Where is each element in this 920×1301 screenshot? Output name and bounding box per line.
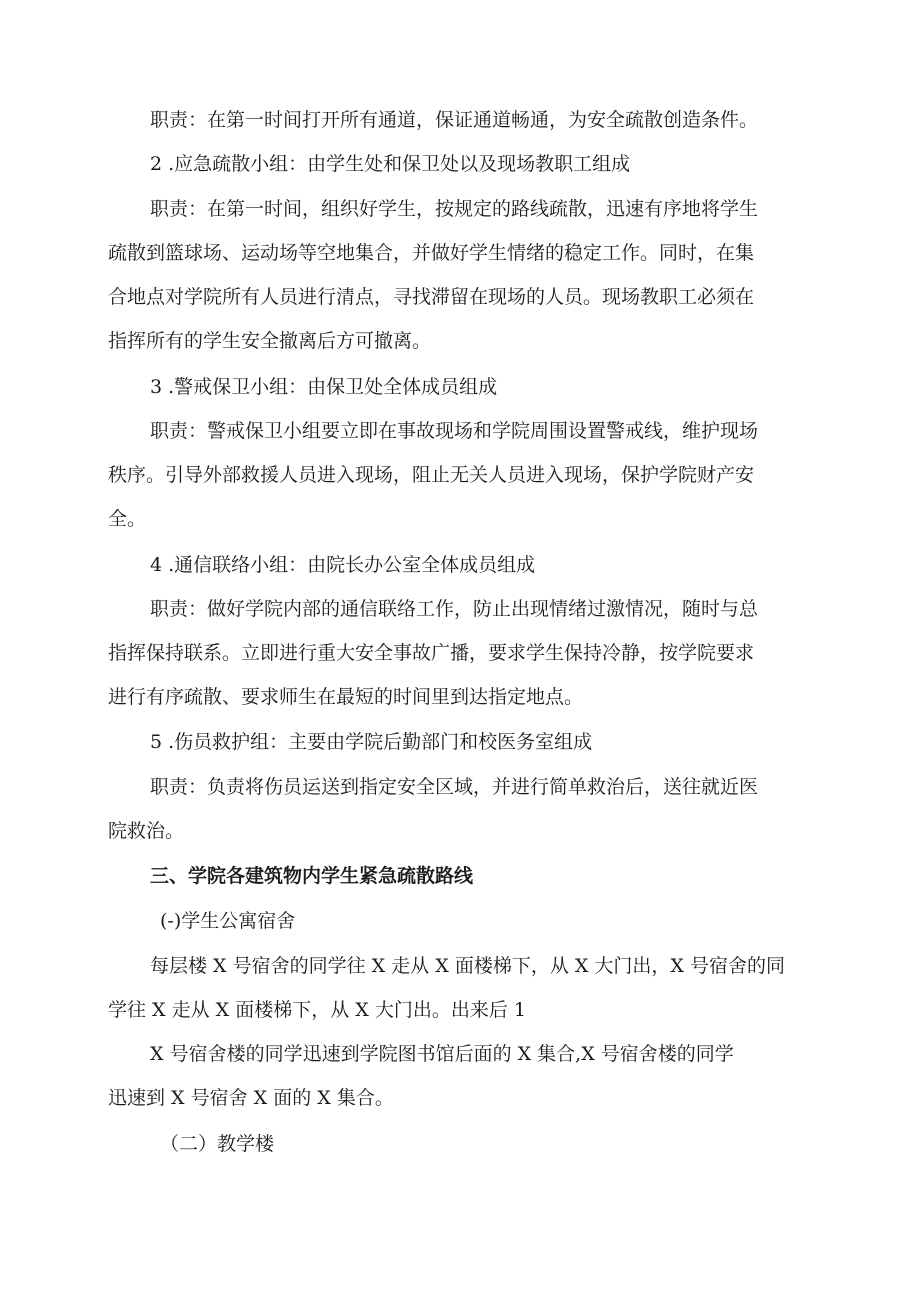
duty-text-comms-2: 指挥保持联系。立即进行重大安全事故广播，要求学生保持冷静，按学院要求 xyxy=(108,642,755,664)
section-heading-evacuation-routes: 三、学院各建筑物内学生紧急疏散路线 xyxy=(150,865,474,887)
duty-text-evacuation-2: 疏散到篮球场、运动场等空地集合，并做好学生情绪的稳定工作。同时，在集 xyxy=(108,242,755,264)
duty-text-access: 职责：在第一时间打开所有通道，保证通道畅通，为安全疏散创造条件。 xyxy=(150,109,759,131)
duty-text-evacuation-1: 职责：在第一时间，组织好学生，按规定的路线疏散，迅速有序地将学生 xyxy=(150,198,759,220)
duty-text-guard-1: 职责：警戒保卫小组要立即在事故现场和学院周围设置警戒线，维护现场 xyxy=(150,420,759,442)
duty-text-comms-3: 进行有序疏散、要求师生在最短的时间里到达指定地点。 xyxy=(108,686,584,708)
duty-text-rescue-2: 院救治。 xyxy=(108,820,185,842)
duty-text-guard-2: 秩序。引导外部救援人员进入现场，阻止无关人员进入现场，保护学院财产安 xyxy=(108,464,755,486)
duty-text-evacuation-3: 合地点对学院所有人员进行清点，寻找滞留在现场的人员。现场教职工必须在 xyxy=(108,286,755,308)
route-text-4: 迅速到 X 号宿舍 X 面的 X 集合。 xyxy=(108,1087,394,1109)
duty-text-comms-1: 职责：做好学院内部的通信联络工作，防止出现情绪过激情况，随时与总 xyxy=(150,598,759,620)
subsection-heading-teaching-building: （二）教学楼 xyxy=(160,1133,275,1155)
subsection-heading-dormitory: (-)学生公寓宿舍 xyxy=(160,910,296,932)
item-heading-guard-team: 3 .警戒保卫小组：由保卫处全体成员组成 xyxy=(150,376,498,398)
route-text-1: 每层楼 X 号宿舍的同学往 X 走从 X 面楼梯下，从 X 大门出，X 号宿舍的同 xyxy=(150,955,785,977)
duty-text-rescue-1: 职责：负责将伤员运送到指定安全区域，并进行简单救治后，送往就近医 xyxy=(150,776,759,798)
route-text-3: X 号宿舍楼的同学迅速到学院图书馆后面的 X 集合,X 号宿舍楼的同学 xyxy=(150,1043,734,1065)
duty-text-guard-3: 全。 xyxy=(108,508,147,530)
route-text-2: 学往 X 走从 X 面楼梯下，从 X 大门出。出来后 1 xyxy=(108,999,526,1021)
duty-text-evacuation-4: 指挥所有的学生安全撤离后方可撤离。 xyxy=(108,330,432,352)
item-heading-rescue-team: 5 .伤员救护组：主要由学院后勤部门和校医务室组成 xyxy=(150,731,593,753)
item-heading-comms-team: 4 .通信联络小组：由院长办公室全体成员组成 xyxy=(150,554,536,576)
item-heading-evacuation-team: 2 .应急疏散小组：由学生处和保卫处以及现场教职工组成 xyxy=(150,153,631,175)
